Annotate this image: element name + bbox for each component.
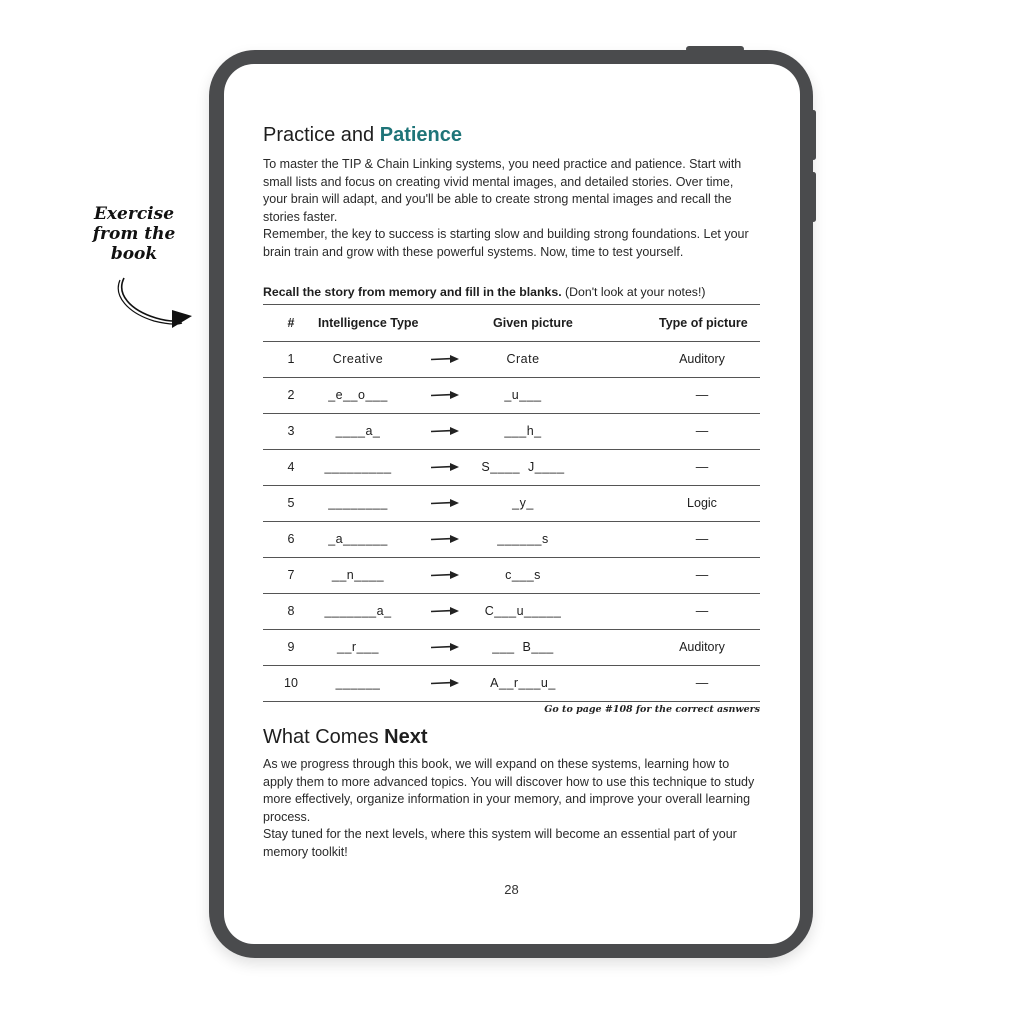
right-arrow-icon [427,666,463,702]
row-number: 10 [284,676,298,690]
intro-text-1: To master the TIP & Chain Linking systems, you need practice and patience. Start with small lists and focus on creating vivid mental images, and detailed stories. Over time, your brain will adapt, and you'll be able to create strong mental images and recall the stories faster. [263,157,742,224]
row-type-of-picture: — [695,424,709,438]
row-given-picture: c___s [505,568,541,582]
row-given-picture: _y_ [512,496,534,510]
right-arrow-icon [427,414,463,450]
right-arrow-icon [427,450,463,486]
row-intelligence-type: ________ [328,496,388,510]
tablet-volume-up-button [811,110,816,160]
row-type-of-picture: Auditory [679,640,725,654]
heading2-bold: Next [384,726,428,748]
row-number: 6 [287,532,295,546]
row-given-picture: Crate [506,352,540,366]
table-row [263,377,760,414]
row-intelligence-type: _a______ [328,532,388,546]
row-intelligence-type: _e__o___ [328,388,388,402]
curved-arrow-icon [110,272,210,342]
row-given-picture: ______s [497,532,549,546]
row-intelligence-type: ______ [335,676,381,690]
row-number: 4 [287,460,295,474]
table-row [263,629,760,666]
header-given-picture: Given picture [493,316,573,330]
right-arrow-icon [427,558,463,594]
annotation-line-3: book [110,244,158,264]
intro-paragraph [263,156,760,262]
row-given-picture: A__r___u_ [490,676,556,690]
table-row [263,341,760,378]
row-intelligence-type: Creative [332,352,384,366]
header-type-of-picture: Type of picture [659,316,748,330]
row-type-of-picture: — [695,676,709,690]
row-number: 5 [287,496,295,510]
row-given-picture: ___ B___ [492,640,554,654]
row-given-picture: ___h_ [504,424,542,438]
row-given-picture: _u___ [504,388,542,402]
row-given-picture: S____ J____ [481,460,565,474]
right-arrow-icon [427,522,463,558]
table-row [263,521,760,558]
heading2-plain: What Comes [263,726,385,748]
row-type-of-picture: — [695,568,709,582]
row-number: 9 [287,640,295,654]
annotation-line-2: from the [92,224,176,244]
annotation-line-1: Exercise [93,204,175,224]
row-number: 1 [287,352,295,366]
heading1-plain: Practice and [263,124,380,146]
answers-footnote: Go to page #108 for the correct asnwers [544,704,760,715]
row-number: 7 [287,568,295,582]
right-arrow-icon [427,594,463,630]
row-type-of-picture: Auditory [679,352,725,366]
right-arrow-icon [427,378,463,414]
table-caption [263,285,760,299]
row-intelligence-type: ____a_ [335,424,381,438]
header-num: # [287,316,295,330]
right-arrow-icon [427,486,463,522]
tablet-screen [224,64,800,944]
table-row [263,665,760,702]
table-row [263,593,760,630]
right-arrow-icon [427,630,463,666]
heading1-accent: Patience [379,124,462,146]
row-intelligence-type: _______a_ [324,604,392,618]
outro-text-2: Stay tuned for the next levels, where this system will become an essential part of your memory toolkit! [263,827,737,859]
row-type-of-picture: Logic [687,496,717,510]
row-given-picture: C___u_____ [484,604,562,618]
row-type-of-picture: — [695,532,709,546]
row-type-of-picture: — [695,604,709,618]
table-row [263,557,760,594]
outro-text-1: As we progress through this book, we will expand on these systems, learning how to apply them to more advanced topics. You will discover how to use this technique to study more effectively, organize information in your memory, and improve your overall learning process. [263,757,755,824]
outro-paragraph [263,756,760,862]
header-intelligence-type: Intelligence Type [318,316,419,330]
row-number: 3 [287,424,295,438]
heading-what-comes-next [263,726,428,749]
exercise-table [263,304,760,701]
heading-practice-patience [263,124,462,147]
tablet-power-button [686,46,744,52]
right-arrow-icon [427,342,463,378]
table-caption-bold: Recall the story from memory and fill in the blanks. [263,285,562,299]
row-intelligence-type: __r___ [337,640,379,654]
row-intelligence-type: __n____ [331,568,385,582]
page-number: 28 [504,882,519,897]
row-intelligence-type: _________ [324,460,392,474]
table-caption-rest: (Don't look at your notes!) [561,285,706,299]
tablet-volume-down-button [811,172,816,222]
table-row [263,413,760,450]
row-type-of-picture: — [695,460,709,474]
row-number: 2 [287,388,295,402]
table-header-row [263,305,760,342]
intro-text-2: Remember, the key to success is starting slow and building strong foundations. Let your brain train and grow with these powerful systems. Now, time to test yourself. [263,227,749,259]
handwritten-annotation [84,204,184,264]
table-row [263,485,760,522]
row-number: 8 [287,604,295,618]
row-type-of-picture: — [695,388,709,402]
table-row [263,449,760,486]
